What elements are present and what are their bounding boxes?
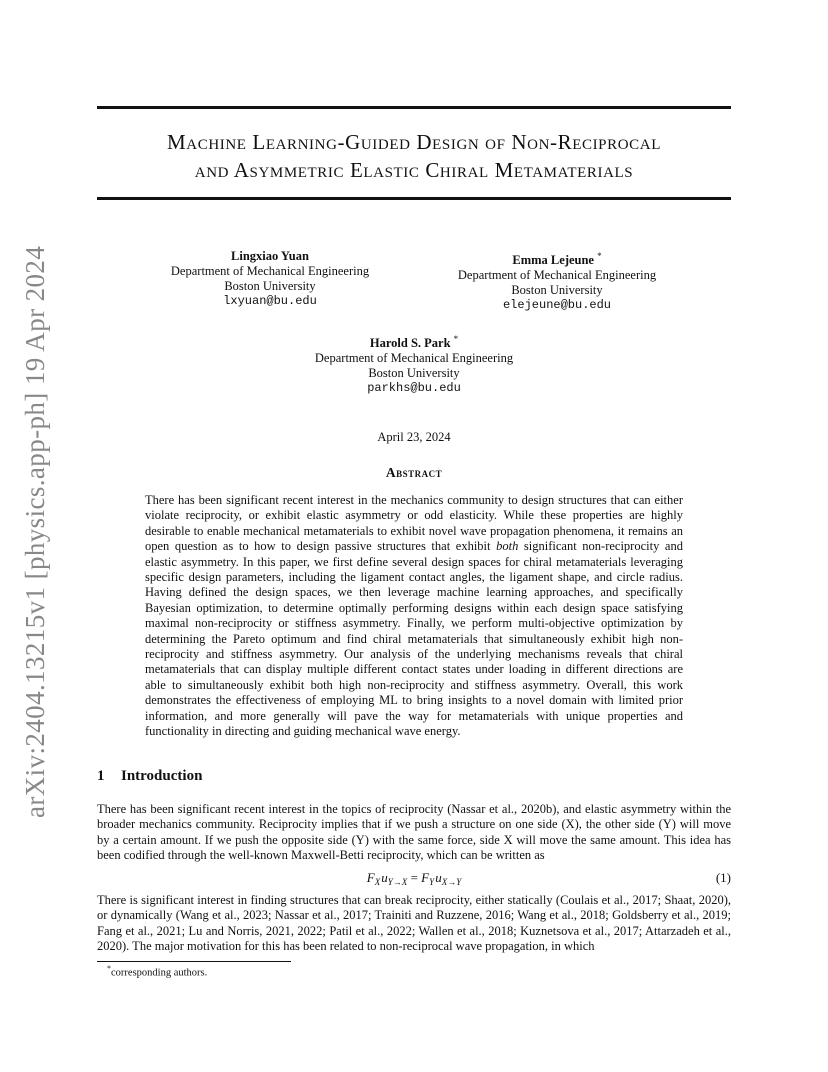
equation-body: $F_X$ $u_{Y\to X} = F_Y$ $u_{X\to Y}$ bbox=[366, 870, 462, 887]
footnote-rule bbox=[97, 961, 291, 962]
corresponding-author-marker: * bbox=[597, 251, 602, 261]
author-university: Boston University bbox=[368, 366, 460, 381]
section-heading bbox=[97, 768, 202, 785]
author-name: Emma Lejeune * bbox=[512, 251, 602, 268]
abstract-emphasis: both bbox=[496, 539, 519, 554]
author-block-2 bbox=[432, 249, 682, 313]
author-name: Harold S. Park * bbox=[369, 334, 459, 351]
equation-1 bbox=[97, 870, 731, 888]
title-line-1: Machine Learning-Guided Design of Non-Reciprocal bbox=[167, 130, 661, 154]
author-department: Department of Mechanical Engineering bbox=[170, 264, 370, 278]
author-department: Department of Mechanical Engineering bbox=[314, 351, 514, 366]
abstract-text: There has been significant recent interest in the mechanics community to design structures that can either violate reciprocity, or exhibit elastic asymmetry or odd elasticity. While these properties are highly desirable to enable mechanical metamaterials to exhibit novel wave propagation phenomena, it remains an open question as to how to design passive structures that exhibit both significant non-reciprocity and elastic asymmetry. In this paper, we first define several design spaces for chiral metamaterials leveraging specific design parameters, including the ligament contact angles, the ligament shape, and circle radius. Having defined the design spaces, we then leverage machine learning approaches, and specifically Bayesian optimization, to determine optimally performing designs within each design space satisfying maximal non-reciprocity or stiffness asymmetry. Finally, we perform multi-objective optimization by determining the Pareto optimum and find chiral metamaterials that simultaneously exhibit high non-reciprocity and stiffness asymmetry. Our analysis of the underlying mechanisms reveals that chiral metamaterials that can display multiple different contact states under loading in different directions are able to simultaneously exhibit both high non-reciprocity and stiffness asymmetry. Overall, this work demonstrates the effectiveness of employing ML to bring insights to a novel domain with limited prior information, and more generally will pave the way for metamaterials with unique properties and functionality in directing and guiding mechanical wave energy. bbox=[145, 493, 683, 739]
paper-title bbox=[97, 128, 731, 184]
abstract-heading: Abstract bbox=[385, 465, 443, 480]
title-bottom-rule bbox=[97, 197, 731, 200]
arxiv-side-banner: arXiv:2404.13215v1 [physics.app-ph] 19 Apr 2024 bbox=[20, 245, 50, 818]
author-block-3 bbox=[289, 332, 539, 396]
title-top-rule bbox=[97, 106, 731, 109]
footnote-marker: * bbox=[107, 964, 111, 973]
author-university: Boston University bbox=[224, 279, 316, 293]
author-email[interactable]: lxyuan@bu.edu bbox=[223, 294, 317, 308]
author-name: Lingxiao Yuan bbox=[231, 249, 309, 263]
author-department: Department of Mechanical Engineering bbox=[457, 268, 657, 283]
author-block-1 bbox=[145, 249, 395, 309]
section-number: 1 bbox=[97, 768, 105, 784]
corresponding-author-marker: * bbox=[453, 334, 459, 344]
equation-number: (1) bbox=[715, 870, 731, 885]
author-university: Boston University bbox=[511, 283, 603, 298]
author-email[interactable]: elejeune@bu.edu bbox=[502, 298, 612, 313]
paper-date: April 23, 2024 bbox=[377, 430, 451, 444]
footnote-text: corresponding authors. bbox=[111, 967, 208, 979]
author-email[interactable]: parkhs@bu.edu bbox=[367, 381, 461, 396]
intro-paragraph-1: There has been significant recent interest in the topics of reciprocity (Nassar et al., 2020b), and elastic asymmetry within the broader mechanics community. Reciprocity implies that if we push a structure on one side (X), the other side (Y) will move by a certain amount. If we push the opposite side (Y) with the same force, side X will move the same amount. This idea has been codified through the well-known Maxwell-Betti reciprocity, which can be written as bbox=[97, 802, 731, 863]
title-line-2: and Asymmetric Elastic Chiral Metamaterials bbox=[194, 158, 634, 182]
intro-paragraph-2: There is significant interest in finding structures that can break reciprocity, either statically (Coulais et al., 2017; Shaat, 2020), or dynamically (Wang et al., 2023; Nassar et al., 2017; Trainiti and Ruzzene, 2016; Wang et al., 2018; Goldsberry et al., 2019; Fang et al., 2021; Lu and Norris, 2021, 2022; Patil et al., 2022; Wallen et al., 2018; Kuznetsova et al., 2017; Attarzadeh et al., 2020). The major motivation for this has been related to non-reciprocal wave propagation, in which bbox=[97, 893, 731, 954]
section-title: Introduction bbox=[121, 768, 203, 784]
footnote bbox=[107, 964, 207, 979]
